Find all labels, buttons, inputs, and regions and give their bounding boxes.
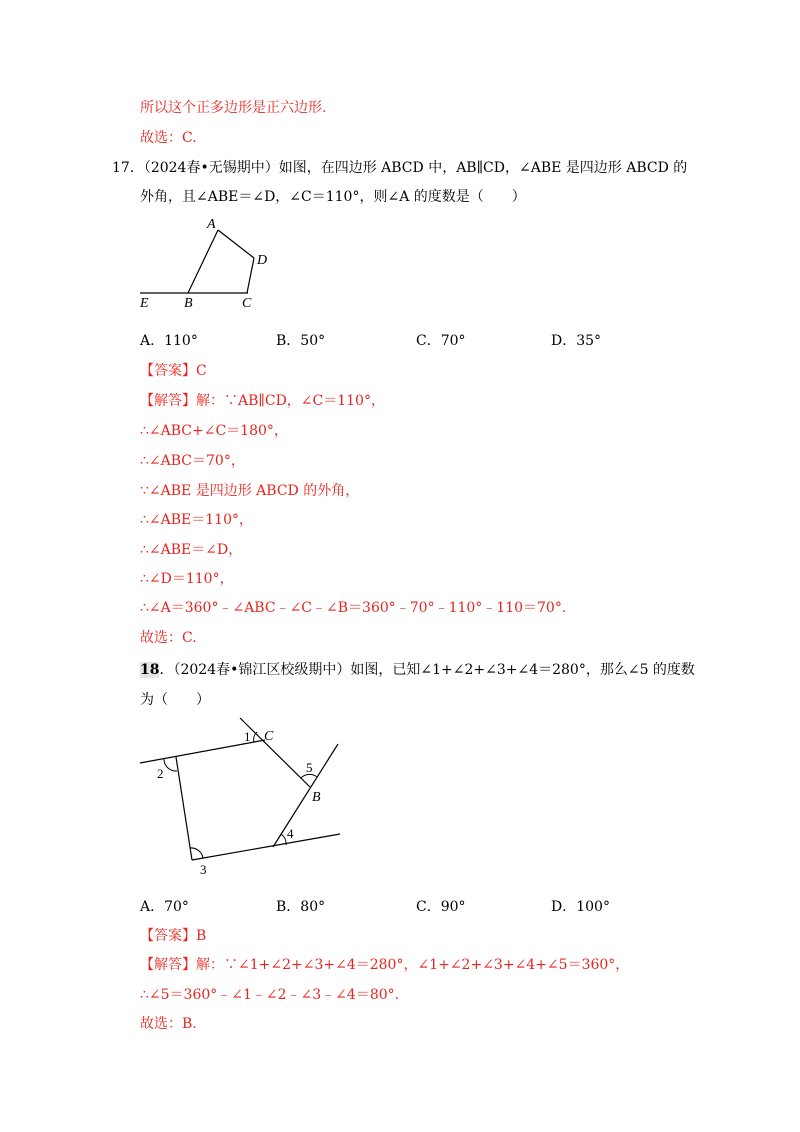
q17-solution-line: ∴∠A＝360°﹣∠ABC﹣∠C﹣∠B＝360°﹣70°﹣110°﹣110＝70°. [140,600,567,616]
q18-label-1: 1 [244,729,251,744]
q18-stem-text: ．（2024春•锦江区校级期中）如图，已知∠1+∠2+∠3+∠4＝280°，那么∠5 的度数 [159,662,695,678]
q18-stem-line1 [140,660,695,680]
q18-label-4: 4 [287,826,294,841]
q17-solution-line: ∴∠ABE＝110°， [140,512,253,528]
q17-solution-line: ∴∠ABC+∠C＝180°， [140,423,288,439]
q17-label-c: C [242,296,252,311]
q18-option-a: A．70° [140,899,189,915]
q17-option-b: B．50° [276,333,326,349]
q18-figure [130,710,360,885]
q18-label-5: 5 [306,760,313,775]
q18-option-b: B．80° [276,899,326,915]
q17-stem-line2: 外角，且∠ABE＝∠D，∠C＝110°，则∠A 的度数是（ ） [140,189,526,205]
q17-label-a: A [207,217,216,232]
q18-option-d: D．100° [551,899,610,915]
q17-label-d: D [257,253,268,268]
q18-label-2: 2 [157,766,164,781]
q18-number: 18 [140,662,160,678]
q17-solution-line: ∴∠ABE＝∠D， [140,542,243,558]
q18-answer-choice: 故选：B. [140,1016,197,1032]
q17-figure [130,210,290,315]
q17-solution-line: 【解答】解：∵AB∥CD，∠C＝110°， [140,393,385,409]
q18-solution-line: 【解答】解：∵∠1+∠2+∠3+∠4＝280°，∠1+∠2+∠3+∠4+∠5＝360°， [140,957,630,973]
prev-answer-choice: 故选：C. [140,130,197,146]
q17-answer-choice: 故选：C. [140,630,197,646]
q17-solution-line: ∴∠ABC＝70°， [140,453,245,469]
q18-label-b: B [312,790,321,805]
q18-label-c: C [264,729,274,744]
q17-answer: 【答案】C [140,363,207,379]
prev-solution-line: 所以这个正多边形是正六边形. [140,100,327,116]
q17-option-a: A．110° [140,333,198,349]
q17-label-b: B [184,296,193,311]
q17-label-e: E [140,296,149,311]
q17-solution-line: ∵∠ABE 是四边形 ABCD 的外角， [140,483,360,499]
q17-option-d: D．35° [551,333,602,349]
q17-option-c: C．70° [416,333,466,349]
q18-stem-line2: 为（ ） [140,692,210,708]
q17-stem-line1: 17．（2024春•无锡期中）如图，在四边形 ABCD 中，AB∥CD，∠ABE 是四边形 ABCD 的 [112,160,688,176]
q18-label-3: 3 [200,862,207,877]
q18-solution-line: ∴∠5＝360°﹣∠1﹣∠2﹣∠3﹣∠4＝80°. [140,987,400,1003]
q17-solution-line: ∴∠D＝110°， [140,571,234,587]
q18-option-c: C．90° [416,899,466,915]
q18-answer: 【答案】B [140,928,207,944]
